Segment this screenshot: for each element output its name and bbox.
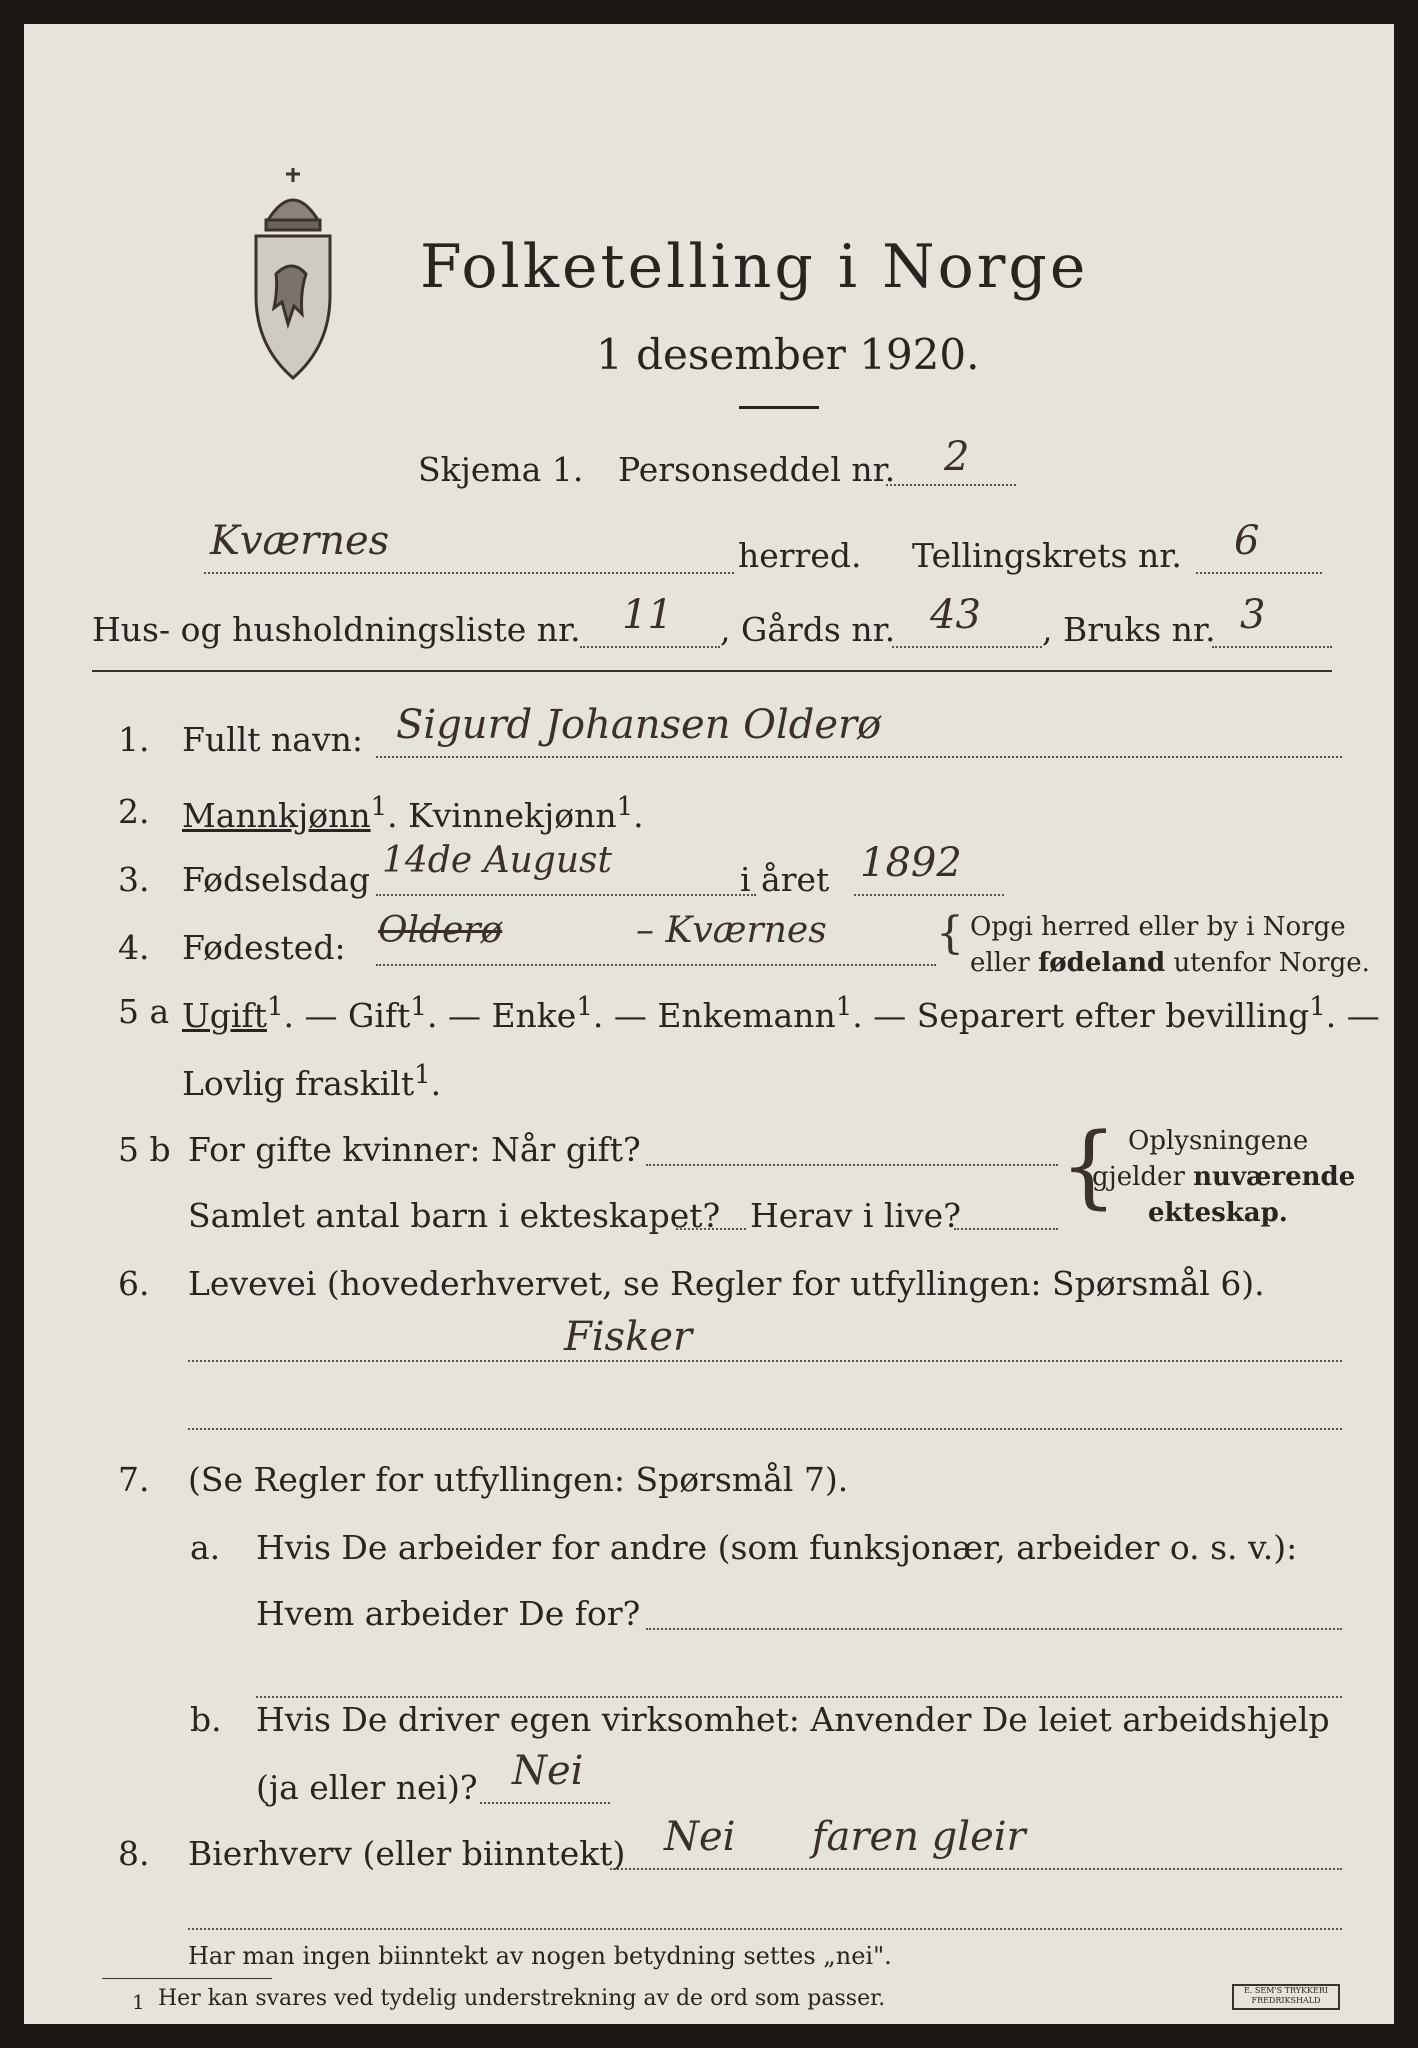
gards-label: , Gårds nr. [720,610,896,649]
q7-label: (Se Regler for utfyllingen: Spørsmål 7). [188,1460,849,1499]
occupation-value: Fisker [564,1314,693,1360]
q5a-options: Ugift$^1$. — Gift$^1$. — Enke$^1$. — Enkemann$^1$. — Separert efter bevilling$^1$. — [182,992,1380,1035]
q2-number: 2. [118,792,150,831]
footer-note: Har man ingen biinntekt av nogen betydning settes „nei". [188,1942,892,1970]
q5b-number: 5 b [118,1130,171,1169]
q1-label: Fullt navn: [182,720,363,759]
q7a-text: Hvis De arbeider for andre (som funksjonær, arbeider o. s. v.): [256,1528,1298,1567]
q3-label: Fødselsdag [182,860,370,899]
census-date: 1 desember 1920. [596,330,980,379]
herred-label: herred. [738,536,862,575]
personseddel-value: 2 [944,434,970,480]
q7a-number: a. [190,1528,221,1567]
q7b-text: Hvis De driver egen virksomhet: Anvender De leiet arbeidshjelp [256,1700,1330,1739]
q4-label: Fødested: [182,928,346,967]
herred-value: Kværnes [210,518,390,564]
q4-number: 4. [118,928,150,967]
q5b-live-label: Herav i live? [750,1196,961,1235]
printer-mark: E. SEM'S TRYKKERI FREDRIKSHALD [1232,1984,1340,2010]
birthplace-note-line2: eller fødeland utenfor Norge. [970,948,1370,978]
coat-of-arms-icon [248,164,338,384]
q5b-note1: Oplysningene [1128,1126,1309,1156]
birth-year-value: 1892 [860,840,962,886]
gards-value: 43 [930,592,981,638]
birthplace-struck-value: Olderø [378,910,503,951]
footnote-text: Her kan svares ved tydelig understrekning av de ord som passer. [158,1986,886,2011]
q5a-lovlig: Lovlig fraskilt$^1$. [182,1060,442,1103]
title-divider [739,406,819,409]
hus-value: 11 [622,592,673,638]
q7b-value: Nei [512,1748,584,1794]
q7-number: 7. [118,1460,150,1499]
form-title: Folketelling i Norge [420,232,1089,302]
q3-number: 3. [118,860,150,899]
q7b-question: (ja eller nei)? [256,1768,478,1807]
census-form [24,24,1394,2024]
q7a-question: Hvem arbeider De for? [256,1594,641,1633]
q5b-label: For gifte kvinner: Når gift? [188,1130,641,1169]
birthplace-note-line1: Opgi herred eller by i Norge [970,912,1346,942]
birthplace-value: – Kværnes [636,910,827,951]
q8-value: Nei faren gleir [664,1814,1026,1860]
q8-label: Bierhverv (eller biinntekt) [188,1834,626,1873]
q2-options: Mannkjønn$^1$. Kvinnekjønn$^1$. [182,792,644,835]
brace: { [936,908,964,959]
section-divider [92,670,1332,672]
q5b-barn-label: Samlet antal barn i ekteskapet? [188,1196,721,1235]
q8-number: 8. [118,1834,150,1873]
tellingskrets-label: Tellingskrets nr. [912,536,1182,575]
skjema-label: Skjema 1. [418,450,584,489]
tellingskrets-value: 6 [1234,518,1260,564]
bruks-value: 3 [1240,592,1266,638]
q3-year-label: i året [740,860,830,899]
bruks-label: , Bruks nr. [1042,610,1216,649]
q1-number: 1. [118,720,150,759]
q6-label: Levevei (hovederhvervet, se Regler for utfyllingen: Spørsmål 6). [188,1264,1265,1303]
hus-label: Hus- og husholdningsliste nr. [92,610,581,649]
mannkjonn-option: Mannkjønn [182,796,371,835]
q5a-number: 5 a [118,992,170,1031]
kvinnekjonn-option: Kvinnekjønn [408,796,617,835]
personseddel-label: Personseddel nr. [618,450,896,489]
q5b-note3: ekteskap. [1148,1198,1288,1228]
q6-number: 6. [118,1264,150,1303]
birthday-value: 14de August [382,840,612,881]
full-name-value: Sigurd Johansen Olderø [396,702,882,748]
ugift-option: Ugift [182,996,267,1035]
q5b-note2: gjelder nuværende [1092,1162,1356,1192]
q7b-number: b. [190,1700,222,1739]
brace-5b: { [1060,1114,1118,1219]
footnote-number: 1 [132,1990,145,2014]
